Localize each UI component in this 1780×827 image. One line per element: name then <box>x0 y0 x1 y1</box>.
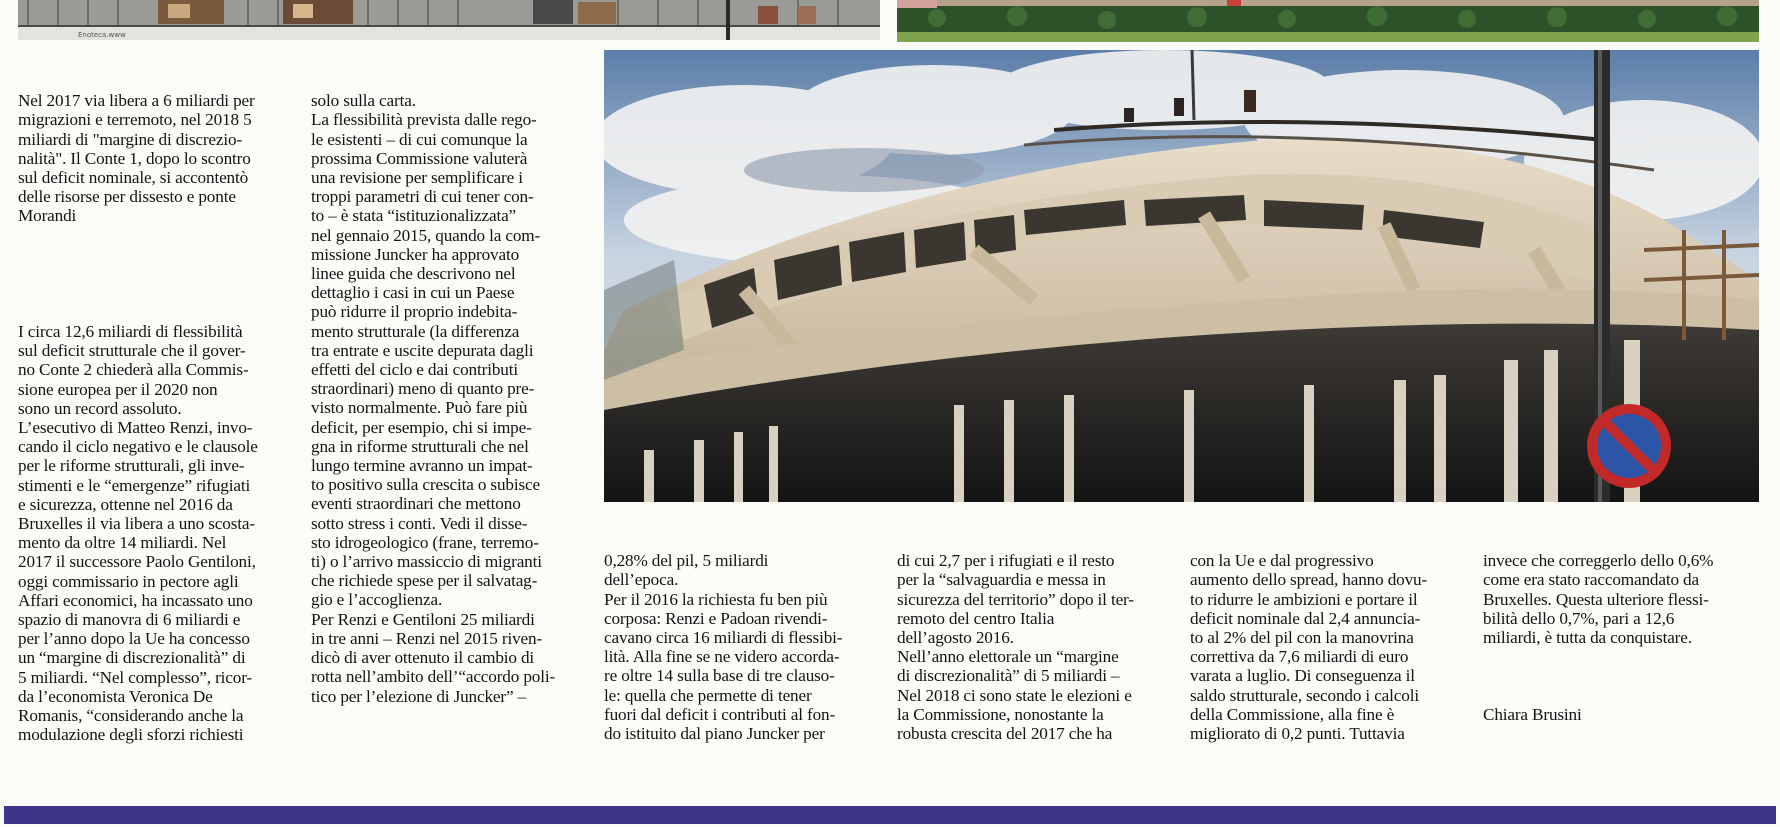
article-column-4 <box>897 532 1187 762</box>
bottom-color-rule <box>4 806 1776 824</box>
column-1-paragraph-summary: Nel 2017 via libera a 6 miliardi per migrazioni e terremoto, nel 2018 5 miliardi di "margine di discrezio- nalità". Il Conte 1, dopo lo scontro sul deficit nominale, si accontentò delle risorse per dissesto e ponte Morandi <box>18 91 255 226</box>
column-1-paragraph-body: I circa 12,6 miliardi di flessibilità sul deficit strutturale che il gover- no Conte 2 chiederà alla Commis- sione europea per il 2020 non sono un record assoluto. L’esecutivo di Matteo Renzi, invo- cando il ciclo negativo e le clausole per le riforme strutturali, gli inve- stimenti e le “emergenze” rifugiati e sicurezza, ottenne nel 2016 da Bruxelles il via libera a uno scosta- mento da oltre 14 miliardi. Nel 2017 il successore Paolo Gentiloni, oggi commissario in pectore agli Affari economici, ha incassato uno spazio di manovra di 6 miliardi e per l’anno dopo la Ue ha concesso un “margine di discrezionalità” di 5 miliardi. “Nel complesso”, ricor- da l’economista Veronica De Romanis, “considerando anche la modulazione degli sforzi richiesti <box>18 322 258 745</box>
top-right-photo <box>897 0 1759 42</box>
column-4-text: di cui 2,7 per i rifugiati e il resto per la “salvaguardia e messa in sicurezza del territorio” dopo il ter- remoto del centro Italia dell’agosto 2016. Nell’anno elettorale un “margine di discrezionalità” di 5 miliardi – Nel 2018 ci sono state le elezioni e la Commissione, nonostante la robusta crescita del 2017 che ha <box>897 551 1134 744</box>
photo-caption: Enoteca.www <box>78 31 126 39</box>
article-column-3 <box>604 532 894 762</box>
article-column-6 <box>1483 532 1773 743</box>
top-left-photo <box>18 0 880 40</box>
article-column-5 <box>1190 532 1480 762</box>
column-5-text: con la Ue e dal progressivo aumento dello spread, hanno dovu- to ridurre le ambizioni e portare il deficit nominale dal 2,4 annuncia- to al 2% del pil con la manovrina correttiva da 7,6 miliardi di euro varata a luglio. Di conseguenza il saldo strutturale, secondo i calcoli della Commissione, alla fine è migliorato di 0,2 punti. Tuttavia <box>1190 551 1428 744</box>
column-3-text: 0,28% del pil, 5 miliardi dell’epoca. Per il 2016 la richiesta fu ben più corposa: Renzi e Padoan rivendi- cavano circa 16 miliardi di flessibi- lità. Alla fine se ne videro accorda- re oltre 14 sulla base di tre clauso- le: quella che permette di tener fuori dal deficit i contributi al fon- do istituito dal piano Juncker per <box>604 551 843 744</box>
article-column-1 <box>18 72 308 764</box>
column-2-text: solo sulla carta. La flessibilità prevista dalle rego- le esistenti – di cui comunque la prossima Commissione valuterà una revisione per semplificare i troppi parametri di cui tener con- to – è stata “istituzionalizzata” nel gennaio 2015, quando la com- missione Juncker ha approvato linee guida che descrivono nel dettaglio i casi in cui un Paese può ridurre il proprio indebita- mento strutturale (la differenza tra entrate e uscite depurata dagli effetti del ciclo e dai contributi straordinari) meno di quanto pre- visto normalmente. Può fare più deficit, per esempio, chi si impe- gna in riforme strutturali che nel lungo termine avranno un impat- to positivo sulla crescita o subisce eventi straordinari che mettono sotto stress i conti. Vedi il disse- sto idrogeologico (frane, terremo- ti) o l’arrivo massiccio di migranti che richiede spese per il salvatag- gio e l’accoglienza. Per Renzi e Gentiloni 25 miliardi in tre anni – Renzi nel 2015 riven- dicò di aver ottenuto il cambio di rotta nell’ambito dell’“accordo poli- tico per l’elezione di Juncker” – <box>311 91 556 706</box>
article-column-2 <box>311 72 603 725</box>
author-byline: Chiara Brusini <box>1483 704 1582 724</box>
construction-photo <box>604 50 1759 502</box>
column-6-text: invece che correggerlo dello 0,6% come era stato raccomandato da Bruxelles. Questa ulteriore flessi- bilità dello 0,7%, pari a 12,6 miliardi, è tutta da conquistare. <box>1483 551 1714 648</box>
